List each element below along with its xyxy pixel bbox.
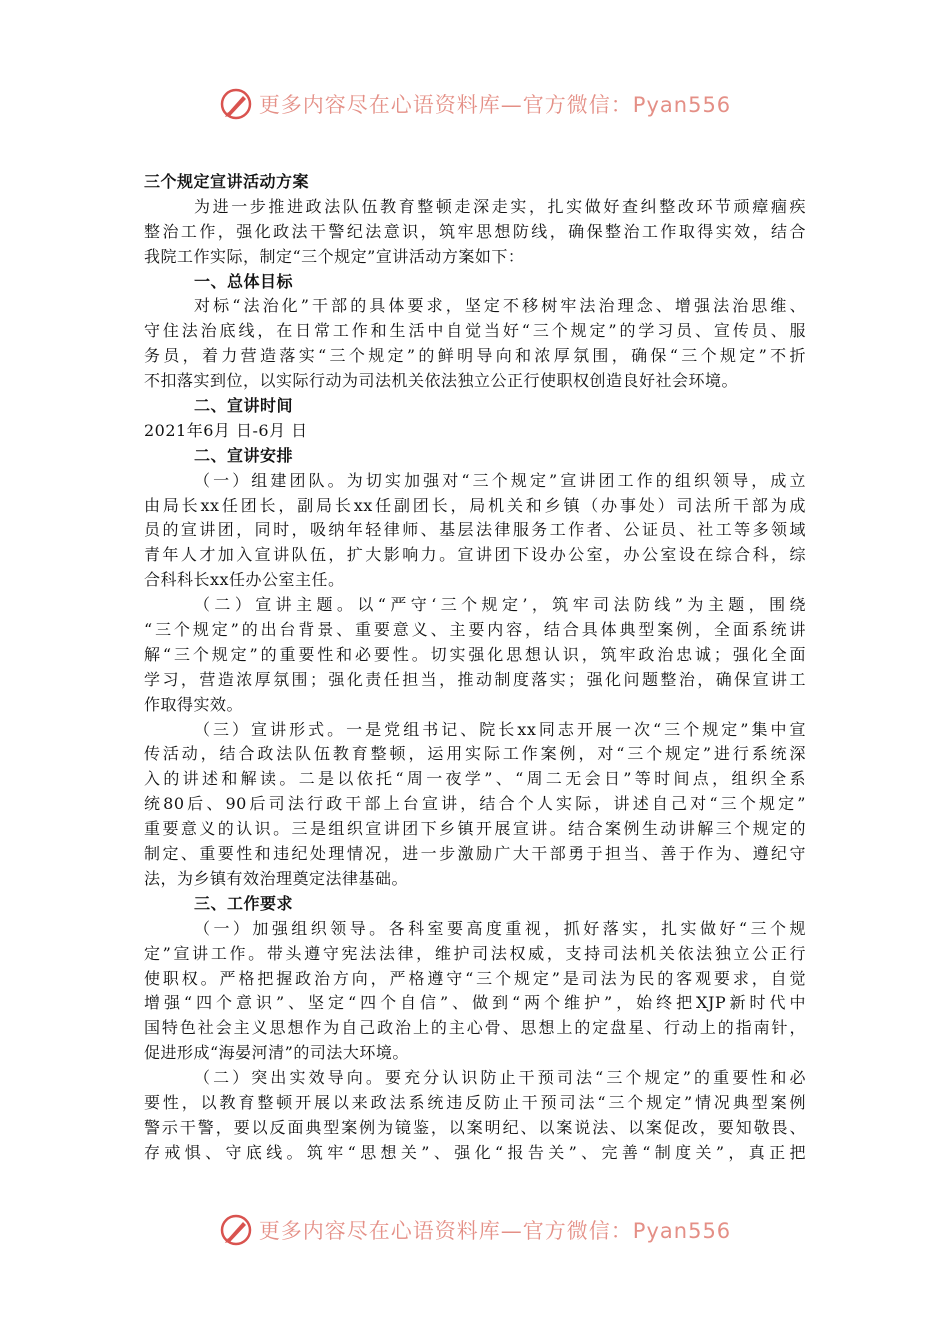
document-title: 三个规定宣讲活动方案 bbox=[144, 172, 310, 191]
paragraph-line: 国特色社会主义思想作为自己政治上的主心骨、思想上的定盘星、行动上的指南针， bbox=[144, 1018, 806, 1038]
banner-text: 更多内容尽在心语资料库—官方微信：Pyan556 bbox=[258, 93, 732, 117]
paragraph-line: 使职权。严格把握政治方向，严格遵守“三个规定”是司法为民的客观要求，自觉 bbox=[144, 968, 806, 988]
section-heading: 二、宣讲时间 bbox=[194, 396, 294, 416]
paragraph-line: 为进一步推进政法队伍教育整顿走深走实，扎实做好查纠整改环节顽瘴痼疾 bbox=[194, 196, 806, 216]
paragraph-line: 传活动，结合政法队伍教育整顿，运用实际工作案例，对“三个规定”进行系统深 bbox=[144, 744, 806, 764]
paragraph-line: 法，为乡镇有效治理奠定法律基础。 bbox=[144, 868, 409, 888]
paragraph-line: 学习，营造浓厚氛围；强化责任担当，推动制度落实；强化问题整治，确保宣讲工 bbox=[144, 669, 806, 689]
paragraph-line: 对标“法治化”干部的具体要求，坚定不移树牢法治理念、增强法治思维、 bbox=[194, 296, 806, 316]
document-body bbox=[144, 170, 806, 1166]
paragraph-line: 由局长xx任团长，副局长xx任副团长，局机关和乡镇（办事处）司法所干部为成 bbox=[144, 495, 806, 515]
paragraph-line: 员的宣讲团，同时，吸纳年轻律师、基层法律服务工作者、公证员、社工等多领域 bbox=[144, 520, 806, 540]
pen-logo-icon bbox=[219, 87, 253, 121]
paragraph-line: （一）加强组织领导。各科室要高度重视，抓好落实，扎实做好“三个规 bbox=[194, 918, 806, 938]
date-line: 2021年6月 日-6月 日 bbox=[144, 420, 308, 440]
paragraph-line: 解“三个规定”的重要性和必要性。切实强化思想认识，筑牢政治忠诚；强化全面 bbox=[144, 644, 806, 664]
paragraph-line: 守住法治底线，在日常工作和生活中自觉当好“三个规定”的学习员、宣传员、服 bbox=[144, 321, 806, 341]
paragraph-line: 存戒惧、守底线。筑牢“思想关”、强化“报告关”、完善“制度关”，真正把 bbox=[144, 1142, 806, 1162]
footer-banner bbox=[0, 1208, 950, 1252]
paragraph-line: 不扣落实到位，以实际行动为司法机关依法独立公正行使职权创造良好社会环境。 bbox=[144, 371, 739, 391]
section-heading: 三、工作要求 bbox=[194, 893, 294, 913]
paragraph-line: 重要意义的认识。三是组织宣讲团下乡镇开展宣讲。结合案例生动讲解三个规定的 bbox=[144, 819, 806, 839]
paragraph-line: 促进形成“海晏河清”的司法大环境。 bbox=[144, 1043, 409, 1063]
paragraph-line: 定”宣讲工作。带头遵守宪法法律，维护司法权威，支持司法机关依法独立公正行 bbox=[144, 943, 806, 963]
pen-logo-icon bbox=[219, 1213, 253, 1247]
paragraph-line: 入的讲述和解读。二是以依托“周一夜学”、“周二无会日”等时间点，组织全系 bbox=[144, 769, 806, 789]
banner-text: 更多内容尽在心语资料库—官方微信：Pyan556 bbox=[258, 1219, 732, 1243]
paragraph-line: “三个规定”的出台背景、重要意义、主要内容，结合具体典型案例，全面系统讲 bbox=[144, 620, 806, 640]
paragraph-line: 制定、重要性和违纪处理情况，进一步激励广大干部勇于担当、善于作为、遵纪守 bbox=[144, 844, 806, 864]
paragraph-line: 合科科长xx任办公室主任。 bbox=[144, 570, 345, 590]
paragraph-line: 整治工作，强化政法干警纪法意识，筑牢思想防线，确保整治工作取得实效，结合 bbox=[144, 221, 806, 241]
paragraph-line: 统80后、90后司法行政干部上台宣讲，结合个人实际，讲述自己对“三个规定” bbox=[144, 794, 806, 814]
paragraph-line: 增强“四个意识”、坚定“四个自信”、做到“两个维护”，始终把XJP新时代中 bbox=[144, 993, 806, 1013]
paragraph-line: 我院工作实际，制定“三个规定”宣讲活动方案如下： bbox=[144, 246, 525, 266]
header-banner bbox=[0, 82, 950, 126]
section-heading: 一、总体目标 bbox=[194, 271, 294, 291]
paragraph-line: 警示干警，要以反面典型案例为镜鉴，以案明纪、以案说法、以案促改，要知敬畏、 bbox=[144, 1117, 806, 1137]
paragraph-line: （一）组建团队。为切实加强对“三个规定”宣讲团工作的组织领导，成立 bbox=[194, 470, 806, 490]
paragraph-line: （三）宣讲形式。一是党组书记、院长xx同志开展一次“三个规定”集中宣 bbox=[194, 719, 806, 739]
paragraph-line: （二）突出实效导向。要充分认识防止干预司法“三个规定”的重要性和必 bbox=[194, 1068, 806, 1088]
paragraph-line: 作取得实效。 bbox=[144, 694, 244, 714]
paragraph-line: 青年人才加入宣讲队伍，扩大影响力。宣讲团下设办公室，办公室设在综合科，综 bbox=[144, 545, 806, 565]
paragraph-line: （二）宣讲主题。以“严守‘三个规定’，筑牢司法防线”为主题，围绕 bbox=[194, 595, 806, 615]
paragraph-line: 务员，着力营造落实“三个规定”的鲜明导向和浓厚氛围，确保“三个规定”不折 bbox=[144, 346, 806, 366]
section-heading: 二、宣讲安排 bbox=[194, 445, 294, 465]
paragraph-line: 要性，以教育整顿开展以来政法系统违反防止干预司法“三个规定”情况典型案例 bbox=[144, 1092, 806, 1112]
